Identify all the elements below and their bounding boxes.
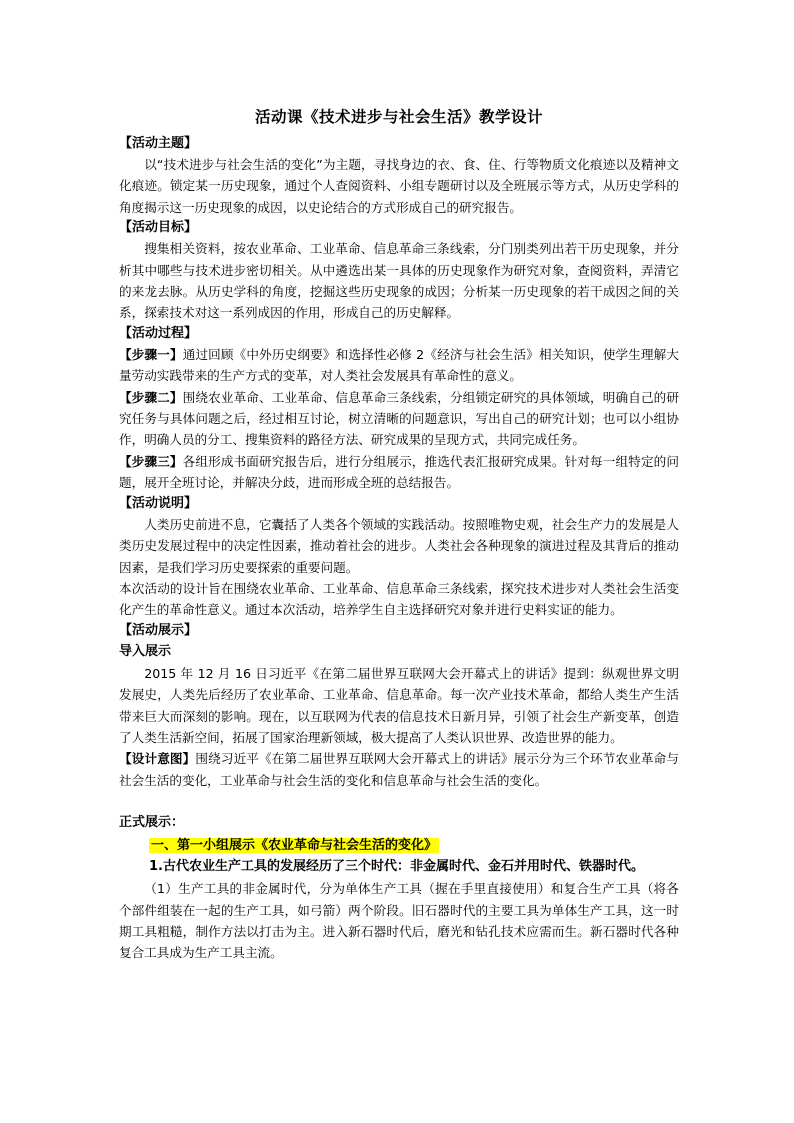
intent-label: 【设计意图】 xyxy=(119,751,196,767)
heading-group1 xyxy=(119,836,679,856)
paragraph-description-2: 本次活动的设计旨在围绕农业革命、工业革命、信息革命三条线索，探究技术进步对人类社会生活变化产生的革命性意义。通过本次活动，培养学生自主选择研究对象并进行史料实证的能力。 xyxy=(119,580,679,618)
heading-formal: 正式展示： xyxy=(119,815,185,831)
heading-intro: 导入展示 xyxy=(119,643,172,659)
paragraph-intro: 2015 年 12 月 16 日习近平《在第二届世界互联网大会开幕式上的讲话》提到：纵观世界文明发展史，人类先后经历了农业革命、工业革命、信息革命。每一次产业技术革命，都给人类生产生活带来巨大而深刻的影响。现在，以互联网为代表的信息技术日新月异，引领了社会生产新变革，创造了人类生活新空间，拓展了国家治理新领域，极大提高了人类认识世界、改造世界的能力。 xyxy=(119,665,679,745)
step2-text: 围绕农业革命、工业革命、信息革命三条线索，分组锁定研究的具体领域，明确自己的研究任务与具体问题之后，经过相互讨论，树立清晰的问题意识，写出自己的研究计划；也可以小组协作，明确人员的分工、搜集资料的路径方法、研究成果的呈现方式，共同完成任务。 xyxy=(119,389,680,448)
paragraph-intent xyxy=(119,748,679,791)
step3-text: 各组形成书面研究报告后，进行分组展示，推选代表汇报研究成果。针对每一组特定的问题，展开全班讨论，并解决分歧，进而形成全班的总结报告。 xyxy=(119,453,680,491)
document-page xyxy=(119,106,679,964)
heading-goal: 【活动目标】 xyxy=(119,220,198,236)
paragraph-step2 xyxy=(119,387,679,451)
document-title: 活动课《技术进步与社会生活》教学设计 xyxy=(254,108,543,126)
step3-label: 【步骤三】 xyxy=(119,453,183,469)
paragraph-theme: 以“技术进步与社会生活的变化”为主题，寻找身边的衣、食、住、行等物质文化痕迹以及精神文化痕迹。锁定某一历史现象，通过个人查阅资料、小组专题研讨以及全班展示等方式，从历史学科的角度揭示这一历史现象的成因，以史论结合的方式形成自己的研究报告。 xyxy=(119,157,679,215)
paragraph-point1: （1）生产工具的非金属时代，分为单体生产工具（握在手里直接使用）和复合生产工具（将各个部件组装在一起的生产工具，如弓箭）两个阶段。旧石器时代的主要工具为单体生产工具，这一时期工具粗糙，制作方法以打击为主。进入新石器时代后，磨光和钻孔技术应需而生。新石器时代各种复合工具成为生产工具主流。 xyxy=(119,881,679,961)
paragraph-step1 xyxy=(119,344,679,387)
heading-show: 【活动展示】 xyxy=(119,622,198,638)
heading-process: 【活动过程】 xyxy=(119,325,198,341)
blank-line xyxy=(119,791,679,812)
paragraph-description-1: 人类历史前进不息，它囊括了人类各个领域的实践活动。按照唯物史观，社会生产力的发展是人类历史发展过程中的决定性因素，推动着社会的进步。人类社会各种现象的演进过程及其背后的推动因素，是我们学习历史要探索的重要问题。 xyxy=(119,516,679,575)
heading-point1: 1.古代农业生产工具的发展经历了三个时代：非金属时代、金石并用时代、铁器时代。 xyxy=(149,859,644,875)
step1-text: 通过回顾《中外历史纲要》和选择性必修 2《经济与社会生活》相关知识，使学生理解大量劳动实践带来的生产方式的变革，对人类社会发展具有革命性的意义。 xyxy=(119,346,679,384)
step2-label: 【步骤二】 xyxy=(119,389,183,405)
paragraph-goal: 搜集相关资料，按农业革命、工业革命、信息革命三条线索，分门别类列出若干历史现象，并分析其中哪些与技术进步密切相关。从中遴选出某一具体的历史现象作为研究对象，查阅资料，弄清它的来龙去脉。从历史学科的角度，挖掘这些历史现象的成因；分析某一历史现象的若干成因之间的关系，探索技术对这一系列成因的作用，形成自己的历史解释。 xyxy=(119,241,679,321)
step1-label: 【步骤一】 xyxy=(119,346,183,362)
heading-description: 【活动说明】 xyxy=(119,495,198,511)
group1-highlight: 一、第一小组展示《农业革命与社会生活的变化》 xyxy=(151,838,438,854)
paragraph-step3 xyxy=(119,451,679,494)
heading-theme: 【活动主题】 xyxy=(119,136,198,151)
intent-text: 围绕习近平《在第二届世界互联网大会开幕式上的讲话》展示分为三个环节农业革命与社会生活的变化，工业革命与社会生活的变化和信息革命与社会生活的变化。 xyxy=(119,751,680,788)
